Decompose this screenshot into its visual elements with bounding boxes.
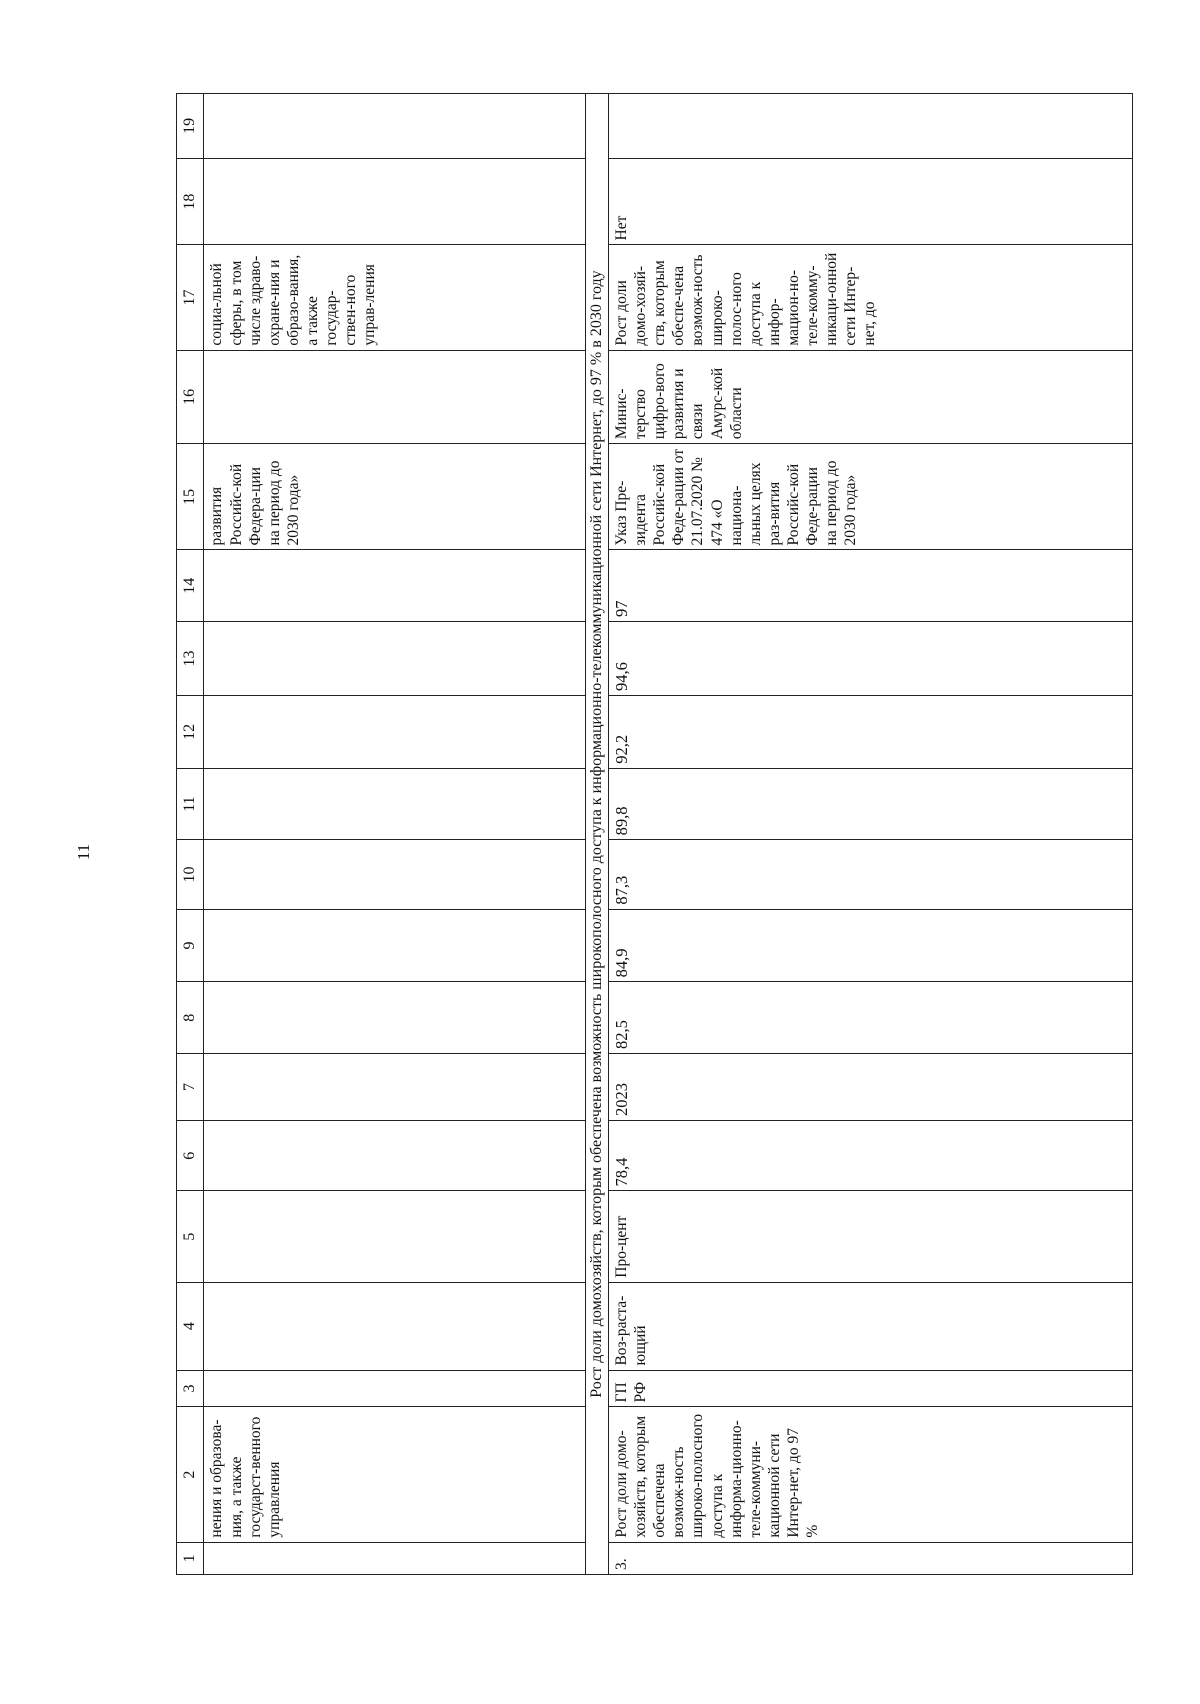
header-cell: 12 xyxy=(177,695,204,768)
table-cell: 84,9 xyxy=(609,909,1133,982)
table-cell xyxy=(204,1282,585,1370)
table-cell: ГП РФ xyxy=(609,1370,1133,1407)
table-cell xyxy=(609,94,1133,159)
table-cell: 87,3 xyxy=(609,840,1133,909)
table-cell xyxy=(204,695,585,768)
header-cell: 5 xyxy=(177,1191,204,1282)
header-cell: 14 xyxy=(177,550,204,622)
header-cell: 3 xyxy=(177,1370,204,1407)
indicator-table-sheet xyxy=(176,93,1133,1575)
table-row xyxy=(609,94,1133,1575)
table-cell: Воз-раста-ющий xyxy=(609,1282,1133,1370)
table-cell: 82,5 xyxy=(609,982,1133,1054)
header-cell: 17 xyxy=(177,245,204,350)
table-cell xyxy=(204,909,585,982)
table-cell xyxy=(204,550,585,622)
table-cell xyxy=(204,622,585,696)
header-cell: 11 xyxy=(177,768,204,840)
header-cell: 8 xyxy=(177,982,204,1054)
table-row xyxy=(204,94,585,1575)
table-cell xyxy=(204,982,585,1054)
table-cell: Минис-терство цифро-вого развития и связи Амурс-кой области xyxy=(609,350,1133,444)
table-cell: Нет xyxy=(609,158,1133,245)
table-cell: 92,2 xyxy=(609,695,1133,768)
table-cell xyxy=(204,1542,585,1574)
table-cell xyxy=(204,350,585,444)
table-cell: 78,4 xyxy=(609,1121,1133,1191)
table-cell xyxy=(204,94,585,159)
table-cell: нения и образова-ния, а также государст-венного управления xyxy=(204,1407,585,1542)
header-cell: 1 xyxy=(177,1542,204,1574)
page-number: 11 xyxy=(74,843,93,861)
section-title: Рост доли домохозяйств, которым обеспечена возможность широкополосного доступа к информационно-телекоммуникационной сети Интернет, до 97 % в 2030 году xyxy=(585,94,608,1575)
table-cell: 2023 xyxy=(609,1054,1133,1121)
table-cell: Рост доли домо-хозяй-ств, которым обеспе-чена возмож-ность широко-полос-ного доступа к инфор-мацион-но-теле-комму-никаци-онной сети Интер-нет, до xyxy=(609,245,1133,350)
header-cell: 6 xyxy=(177,1121,204,1191)
table-cell: 89,8 xyxy=(609,768,1133,840)
header-cell: 16 xyxy=(177,350,204,444)
table-cell: социа-льной сферы, в том числе здраво-охране-ния и образо-вания, а также государ-ствен-ного управ-ления xyxy=(204,245,585,350)
table-cell xyxy=(204,840,585,909)
table-cell: Рост доли домо-хозяйств, которым обеспечена возмож-ность широко-полосного доступа к информа-ционно-теле-коммуни-кационной сети Интер-нет, до 97 % xyxy=(609,1407,1133,1542)
table-cell xyxy=(204,1054,585,1121)
header-cell: 18 xyxy=(177,158,204,245)
header-cell: 10 xyxy=(177,840,204,909)
header-cell: 19 xyxy=(177,94,204,159)
table-cell: развития Российс-кой Федера-ции на период до 2030 года» xyxy=(204,444,585,550)
header-cell: 9 xyxy=(177,909,204,982)
header-cell: 15 xyxy=(177,444,204,550)
table-cell: 94,6 xyxy=(609,622,1133,696)
table-cell xyxy=(204,768,585,840)
header-cell: 2 xyxy=(177,1407,204,1542)
column-number-row xyxy=(177,94,204,1575)
table-cell xyxy=(204,1370,585,1407)
header-cell: 13 xyxy=(177,622,204,696)
section-title-row xyxy=(585,94,608,1575)
table-cell: Про-цент xyxy=(609,1191,1133,1282)
header-cell: 7 xyxy=(177,1054,204,1121)
table-cell: Указ Пре-зидента Российс-кой Феде-рации от 21.07.2020 № 474 «О национа-льных целях раз-вития Российс-кой Феде-рации на период до 2030 года» xyxy=(609,444,1133,550)
indicator-table xyxy=(176,93,1133,1575)
table-cell: 3. xyxy=(609,1542,1133,1574)
table-cell: 97 xyxy=(609,550,1133,622)
table-cell xyxy=(204,1121,585,1191)
table-cell xyxy=(204,1191,585,1282)
header-cell: 4 xyxy=(177,1282,204,1370)
table-cell xyxy=(204,158,585,245)
